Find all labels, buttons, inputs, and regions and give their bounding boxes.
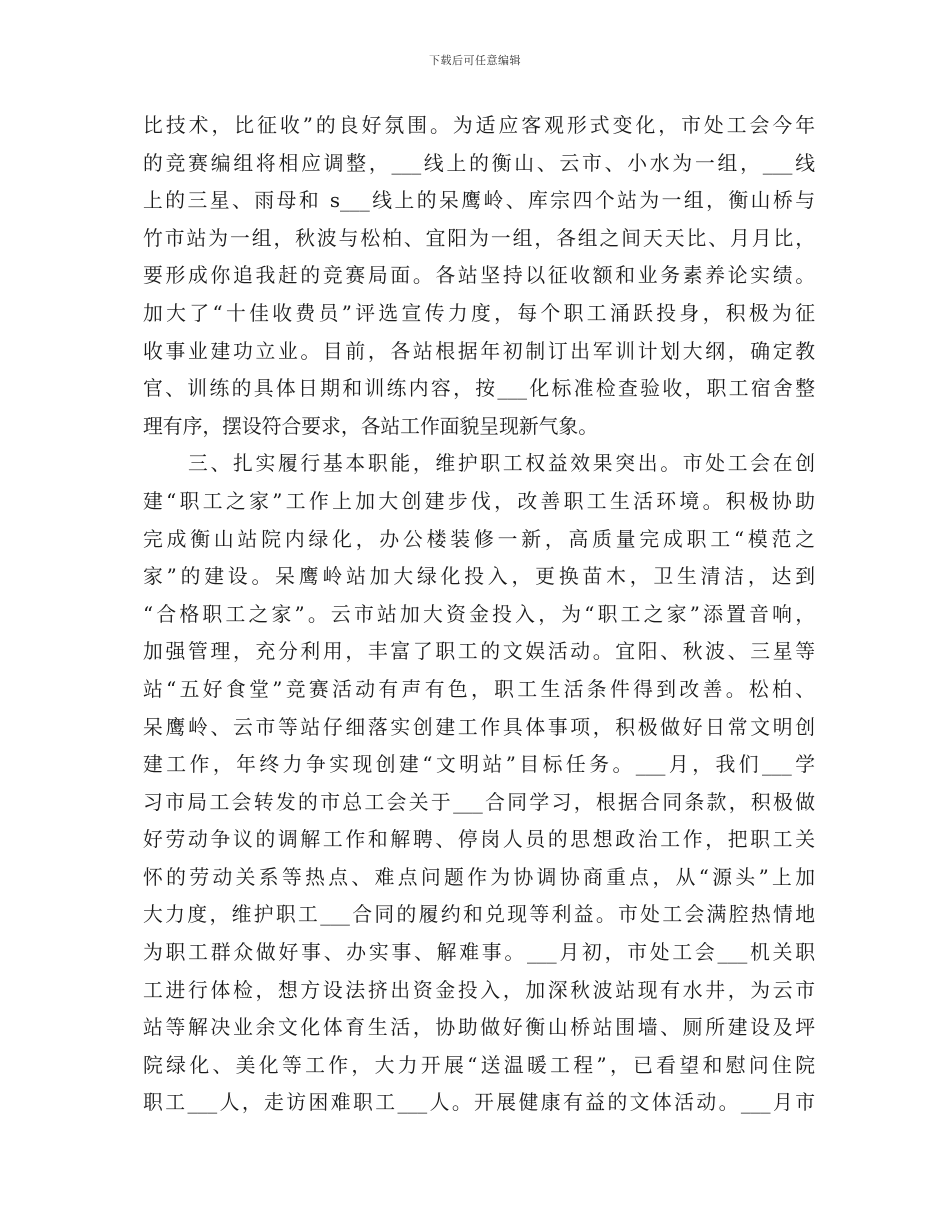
text-line: 职工___人，走访困难职工___人。开展健康有益的文体活动。___月市 (143, 1091, 815, 1115)
text-line: 完成衡山站院内绿化，办公楼装修一新，高质量完成职工“模范之 (143, 527, 815, 551)
text-line: “合格职工之家”。云市站加大资金投入，为“职工之家”添置音响， (143, 602, 815, 626)
text-line: 官、训练的具体日期和训练内容，按___化标准检查验收，职工宿舍整 (143, 377, 815, 401)
text-line: 家”的建设。呆鹰岭站加大绿化投入，更换苗木，卫生清洁，达到 (143, 565, 815, 589)
text-line: 上的三星、雨母和 s___线上的呆鹰岭、库宗四个站为一组，衡山桥与 (143, 189, 815, 213)
text-line: 加大了“十佳收费员”评选宣传力度，每个职工涌跃投身，积极为征 (143, 301, 815, 325)
text-line: 的竞赛编组将相应调整，___线上的衡山、云市、小水为一组，___线 (143, 151, 815, 175)
text-line: 比技术，比征收”的良好氛围。为适应客观形式变化，市处工会今年 (143, 114, 815, 137)
text-line: 院绿化、美化等工作，大力开展“送温暖工程”，已看望和慰问住院 (143, 1053, 815, 1077)
text-line: 工进行体检，想方设法挤出资金投入，加深秋波站现有水井，为云市 (143, 978, 815, 1002)
text-line: 要形成你追我赶的竞赛局面。各站坚持以征收额和业务素养论实绩。 (143, 264, 815, 288)
text-line: 建“职工之家”工作上加大创建步伐，改善职工生活环境。积极协助 (143, 489, 815, 513)
text-line: 竹市站为一组，秋波与松柏、宜阳为一组，各组之间天天比、月月比， (143, 226, 815, 250)
text-line: 怀的劳动关系等热点、难点问题作为协调协商重点，从“源头”上加 (143, 865, 815, 889)
text-line: 呆鹰岭、云市等站仔细落实创建工作具体事项，积极做好日常文明创 (143, 715, 815, 739)
text-line: 站“五好食堂”竞赛活动有声有色，职工生活条件得到改善。松柏、 (143, 677, 815, 701)
text-line: 建工作，年终力争实现创建“文明站”目标任务。___月，我们___学 (143, 753, 815, 777)
text-line: 理有序，摆设符合要求，各站工作面貌呈现新气象。 (143, 414, 598, 438)
text-line: 习市局工会转发的市总工会关于___合同学习，根据合同条款，积极做 (143, 790, 815, 814)
page-header-note: 下载后可任意编辑 (429, 54, 521, 67)
text-line: 三、扎实履行基本职能，维护职工权益效果突出。市处工会在创 (143, 452, 815, 476)
text-line: 加强管理，充分利用，丰富了职工的文娱活动。宜阳、秋波、三星等 (143, 640, 815, 664)
text-line: 收事业建功立业。目前，各站根据年初制订出军训计划大纲，确定教 (143, 339, 815, 363)
document-body (143, 107, 815, 1122)
text-line: 站等解决业余文化体育生活，协助做好衡山桥站围墙、厕所建设及坪 (143, 1016, 815, 1040)
text-line: 为职工群众做好事、办实事、解难事。___月初，市处工会___机关职 (143, 941, 815, 965)
text-line: 大力度，维护职工___合同的履约和兑现等利益。市处工会满腔热情地 (143, 903, 815, 927)
text-line: 好劳动争议的调解工作和解聘、停岗人员的思想政治工作，把职工关 (143, 828, 815, 852)
